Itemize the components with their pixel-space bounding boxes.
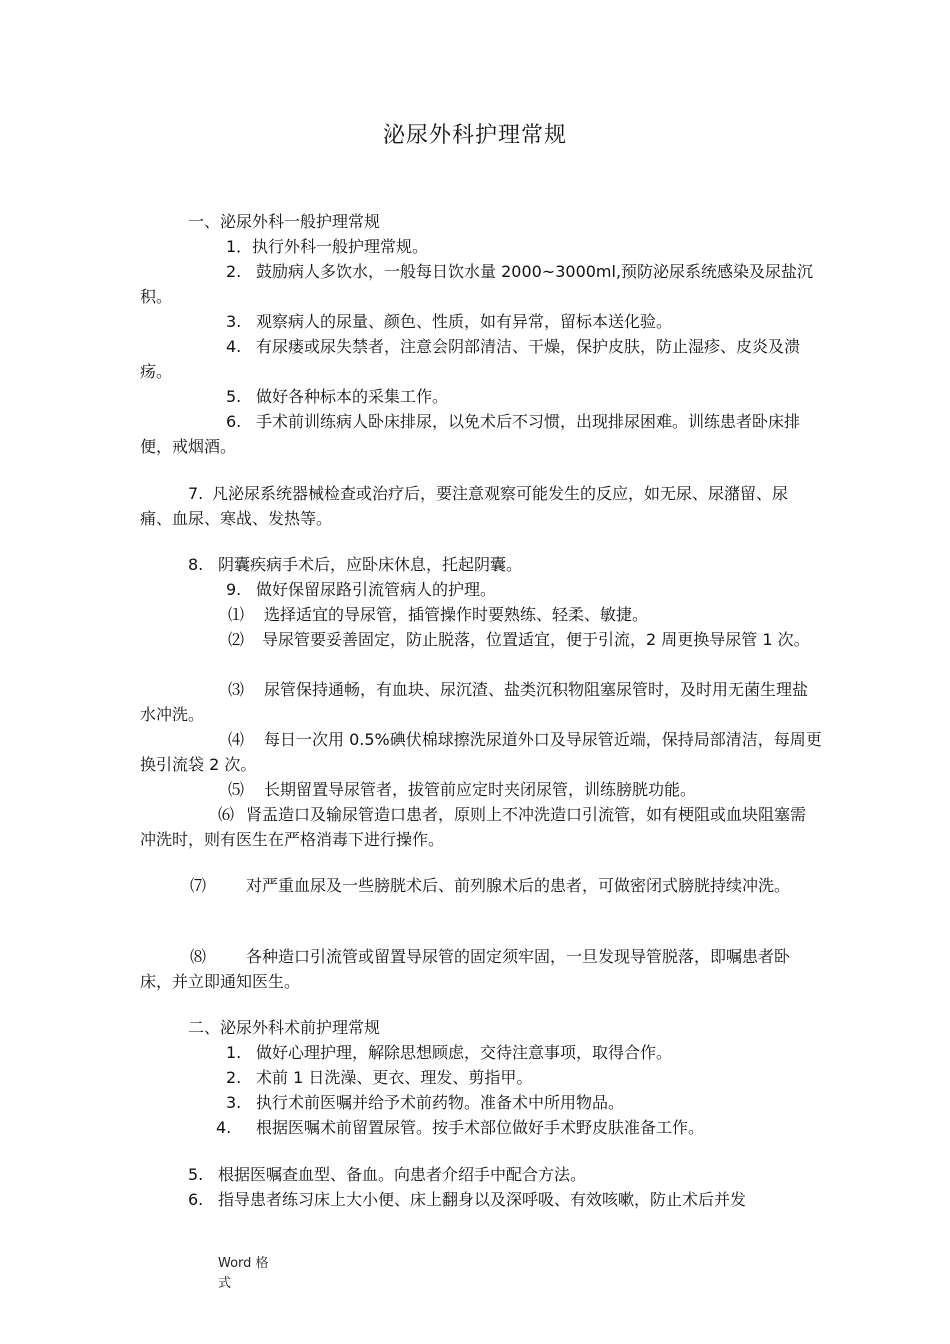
item-number: 1． [226, 237, 253, 256]
item-text: 有尿瘘或尿失禁者，注意会阴部清洁、干燥，保护皮肤，防止湿疹、皮炎及溃疡。 [140, 337, 801, 381]
page-title: 泌尿外科护理常规 [382, 123, 567, 148]
item-number: 2. [226, 1068, 242, 1087]
item-text: 选择适宜的导尿管，插管操作时要熟练、轻柔、敏捷。 [264, 605, 649, 624]
item-number: 9. [226, 580, 242, 599]
sub-item [140, 802, 818, 852]
item-text: 长期留置导尿管者，拔管前应定时夹闭尿管，训练膀胱功能。 [264, 780, 697, 799]
sub-item [140, 727, 822, 777]
item-text: 做好心理护理，解除思想顾虑，交待注意事项，取得合作。 [256, 1043, 673, 1062]
list-item [226, 1040, 672, 1065]
item-text: 执行外科一般护理常规。 [252, 237, 429, 256]
section-heading-2: 二、泌尿外科术前护理常规 [188, 1018, 381, 1037]
item-text: 指导患者练习床上大小便、床上翻身以及深呼吸、有效咳嗽，防止术后并发 [218, 1190, 747, 1209]
item-number: 5. [226, 387, 242, 406]
sub-item [140, 627, 818, 652]
item-number: 8. [188, 555, 204, 574]
sub-item [140, 944, 818, 994]
list-item [140, 409, 818, 459]
item-number: ⑷ [228, 730, 245, 749]
item-text: 每日一次用 0.5%碘伏棉球擦洗尿道外口及导尿管近端，保持局部清洁，每周更换引流袋 2 次。 [140, 730, 822, 774]
item-text: 根据医嘱查血型、备血。向患者介绍手中配合方法。 [218, 1165, 587, 1184]
item-number: 4. [226, 337, 242, 356]
section-heading-1: 一、泌尿外科一般护理常规 [188, 212, 381, 231]
item-text: 手术前训练病人卧床排尿，以免术后不习惯，出现排尿困难。训练患者卧床排便，戒烟酒。 [140, 412, 801, 456]
sub-item [228, 777, 696, 802]
item-number: ⑶ [228, 680, 245, 699]
item-number: 7. [188, 484, 204, 503]
item-text: 做好保留尿路引流管病人的护理。 [256, 580, 497, 599]
item-text: 观察病人的尿量、颜色、性质，如有异常，留标本送化验。 [256, 312, 673, 331]
item-number: ⑹ [218, 805, 235, 824]
item-text: 凡泌尿系统器械检查或治疗后，要注意观察可能发生的反应，如无尿、尿潴留、尿痛、血尿、寒战、发热等。 [140, 484, 789, 528]
item-text: 对严重血尿及一些膀胱术后、前列腺术后的患者，可做密闭式膀胱持续冲洗。 [246, 876, 791, 895]
page-footer: Word 格式 [218, 1256, 269, 1291]
item-text: 执行术前医嘱并给予术前药物。准备术中所用物品。 [256, 1093, 625, 1112]
list-item [226, 234, 428, 259]
item-number: 6. [226, 412, 242, 431]
item-text: 做好各种标本的采集工作。 [256, 387, 449, 406]
item-text: 阴囊疾病手术后，应卧床休息，托起阴囊。 [218, 555, 523, 574]
item-number: ⑴ [228, 605, 245, 624]
sub-item [228, 602, 648, 627]
list-item [226, 1090, 624, 1115]
list-item [226, 309, 672, 334]
list-item [226, 384, 448, 409]
list-item [216, 1115, 704, 1140]
list-item [188, 1187, 746, 1212]
item-text: 导尿管要妥善固定，防止脱落，位置适宜，便于引流，2 周更换导尿管 1 次。 [262, 630, 810, 649]
item-number: ⑵ [228, 630, 245, 649]
sub-item [140, 677, 818, 727]
item-text: 术前 1 日洗澡、更衣、理发、剪指甲。 [256, 1068, 533, 1087]
item-text: 根据医嘱术前留置尿管。按手术部位做好手术野皮肤准备工作。 [256, 1118, 705, 1137]
item-number: 4. [216, 1118, 232, 1137]
item-number: 2. [226, 262, 242, 281]
list-item [140, 334, 818, 384]
item-number: ⑸ [228, 780, 245, 799]
list-item [140, 481, 818, 531]
item-text: 鼓励病人多饮水，一般每日饮水量 2000~3000ml,预防泌尿系统感染及尿盐沉积。 [140, 262, 814, 306]
sub-item [140, 873, 818, 898]
list-item [226, 577, 496, 602]
list-item [188, 552, 522, 577]
item-number: 3. [226, 1093, 242, 1112]
list-item [226, 1065, 532, 1090]
list-item [188, 1162, 586, 1187]
item-number: 1. [226, 1043, 242, 1062]
item-number: ⑺ [190, 876, 207, 895]
list-item [140, 259, 818, 309]
item-text: 肾盂造口及输尿管造口患者，原则上不冲洗造口引流管，如有梗阻或血块阻塞需冲洗时，则有医生在严格消毒下进行操作。 [140, 805, 807, 849]
item-number: 5. [188, 1165, 204, 1184]
item-text: 尿管保持通畅，有血块、尿沉渣、盐类沉积物阻塞尿管时，及时用无菌生理盐水冲洗。 [140, 680, 809, 724]
item-number: 6. [188, 1190, 204, 1209]
item-text: 各种造口引流管或留置导尿管的固定须牢固，一旦发现导管脱落，即嘱患者卧床，并立即通知医生。 [140, 947, 791, 991]
item-number: 3. [226, 312, 242, 331]
item-number: ⑻ [190, 947, 207, 966]
